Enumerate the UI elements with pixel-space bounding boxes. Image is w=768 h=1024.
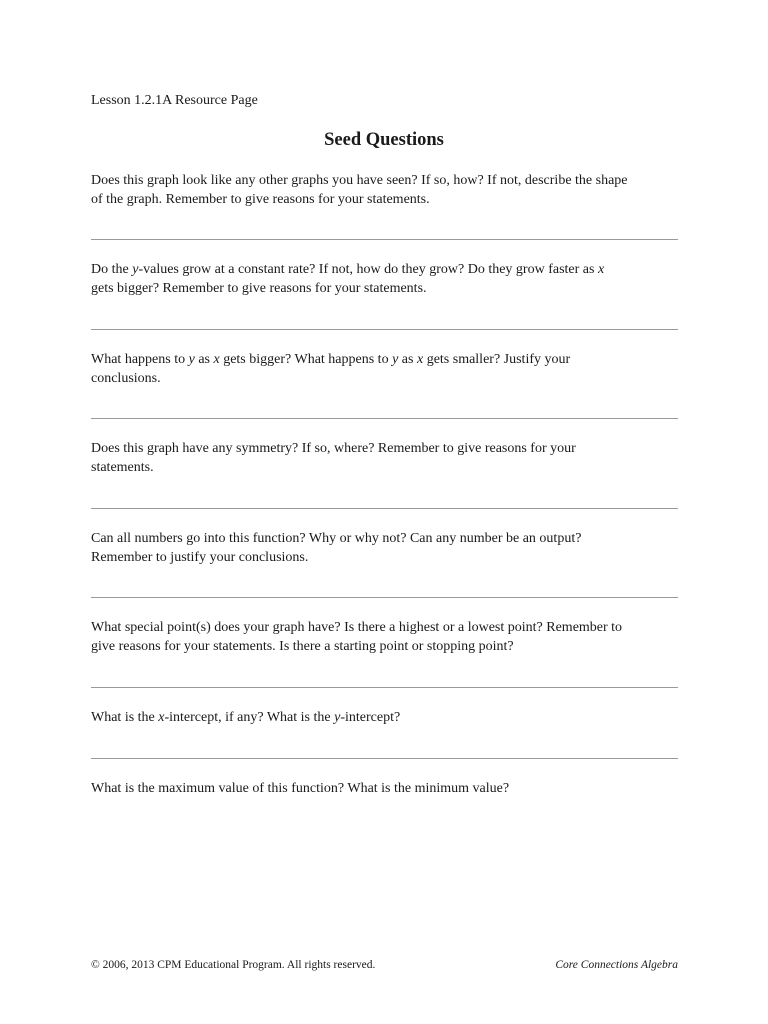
question-1-line-1: Does this graph look like any other graphs you have seen? If so, how? If not, describe the shape xyxy=(91,173,628,188)
question-4 xyxy=(91,439,691,477)
question-2-line-1: Do the y-values grow at a constant rate? If not, how do they grow? Do they grow faster as x xyxy=(91,262,605,277)
question-5 xyxy=(91,529,691,567)
answer-line-4 xyxy=(91,508,678,509)
question-7-line-1: What is the x-intercept, if any? What is the y-intercept? xyxy=(91,710,401,725)
question-4-line-2: statements. xyxy=(91,460,154,475)
question-4-line-1: Does this graph have any symmetry? If so, where? Remember to give reasons for your xyxy=(91,441,576,456)
question-3-line-1: What happens to y as x gets bigger? What happens to y as x gets smaller? Justify your xyxy=(91,352,571,367)
answer-line-3 xyxy=(91,418,678,419)
question-5-line-2: Remember to justify your conclusions. xyxy=(91,550,309,565)
question-1 xyxy=(91,171,691,209)
question-3-line-2: conclusions. xyxy=(91,371,161,386)
question-3 xyxy=(91,350,691,388)
answer-line-1 xyxy=(91,239,678,240)
question-6-line-2: give reasons for your statements. Is there a starting point or stopping point? xyxy=(91,639,514,654)
question-2-line-2: gets bigger? Remember to give reasons for your statements. xyxy=(91,281,427,296)
question-1-line-2: of the graph. Remember to give reasons for your statements. xyxy=(91,192,430,207)
answer-line-5 xyxy=(91,597,678,598)
question-8-line-1: What is the maximum value of this function? What is the minimum value? xyxy=(91,781,510,796)
question-8 xyxy=(91,779,691,798)
answer-line-2 xyxy=(91,329,678,330)
question-7 xyxy=(91,708,691,727)
question-5-line-1: Can all numbers go into this function? Why or why not? Can any number be an output? xyxy=(91,531,582,546)
book-title: Core Connections Algebra xyxy=(555,959,678,971)
lesson-label: Lesson 1.2.1A Resource Page xyxy=(91,93,258,108)
copyright-notice: © 2006, 2013 CPM Educational Program. All rights reserved. xyxy=(91,959,376,971)
question-6-line-1: What special point(s) does your graph have? Is there a highest or a lowest point? Remember to xyxy=(91,620,623,635)
answer-line-7 xyxy=(91,758,678,759)
page-title: Seed Questions xyxy=(324,130,444,150)
question-2 xyxy=(91,260,691,298)
question-6 xyxy=(91,618,691,656)
answer-line-6 xyxy=(91,687,678,688)
